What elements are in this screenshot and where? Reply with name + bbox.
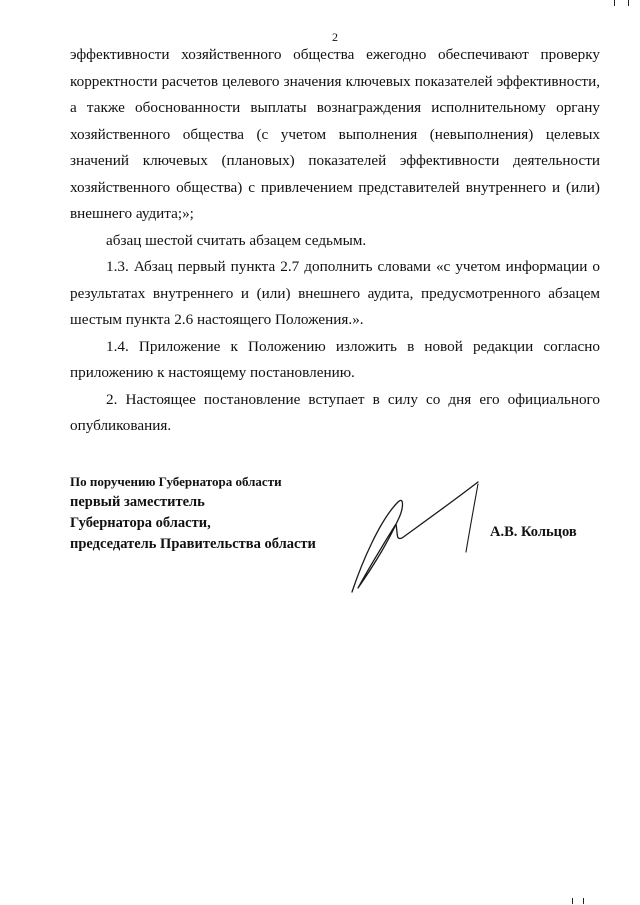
signatory-position-1: первый заместитель bbox=[70, 494, 205, 510]
paragraph-abzac: абзац шестой считать абзацем седьмым. bbox=[106, 231, 367, 249]
handwritten-signature bbox=[338, 478, 488, 596]
paragraph-continuation: эффективности хозяйственного общества ежегодно обеспечивают проверку корректности расчетов целевого значения ключевых показателей эффективности, а также обоснованности выплаты вознаграждения исполнительному органу хозяйственного общества (с учетом выполнения (невыполнения) целевых значений ключевых (плановых) показателей эффективности деятельности хозяйственного общества) с привлечением представителей внутреннего и (или) внешнего аудита;»; bbox=[70, 46, 600, 222]
paragraph-2: 2. Настоящее постановление вступает в силу со дня его официального опубликования. bbox=[70, 390, 600, 434]
paragraph-1-3: 1.3. Абзац первый пункта 2.7 дополнить словами «с учетом информации о результатах внутреннего и (или) внешнего аудита, предусмотренного абзацем шестым пункта 2.6 настоящего Положения.». bbox=[70, 258, 600, 328]
page-number: 2 bbox=[332, 30, 338, 44]
signatory-position-3: председатель Правительства области bbox=[70, 536, 316, 552]
signatory-position-2: Губернатора области, bbox=[70, 515, 211, 531]
signature-block bbox=[70, 472, 316, 555]
scan-mark-top-1 bbox=[614, 0, 615, 6]
scan-mark-bottom-2 bbox=[583, 898, 584, 904]
paragraph-1-4: 1.4. Приложение к Положению изложить в новой редакции согласно приложению к настоящему постановлению. bbox=[70, 337, 600, 381]
signatory-authority: По поручению Губернатора области bbox=[70, 474, 282, 489]
scan-mark-bottom-1 bbox=[572, 898, 573, 904]
document-body bbox=[70, 42, 600, 440]
scan-mark-top-2 bbox=[628, 0, 629, 6]
signer-name: А.В. Кольцов bbox=[490, 524, 577, 540]
